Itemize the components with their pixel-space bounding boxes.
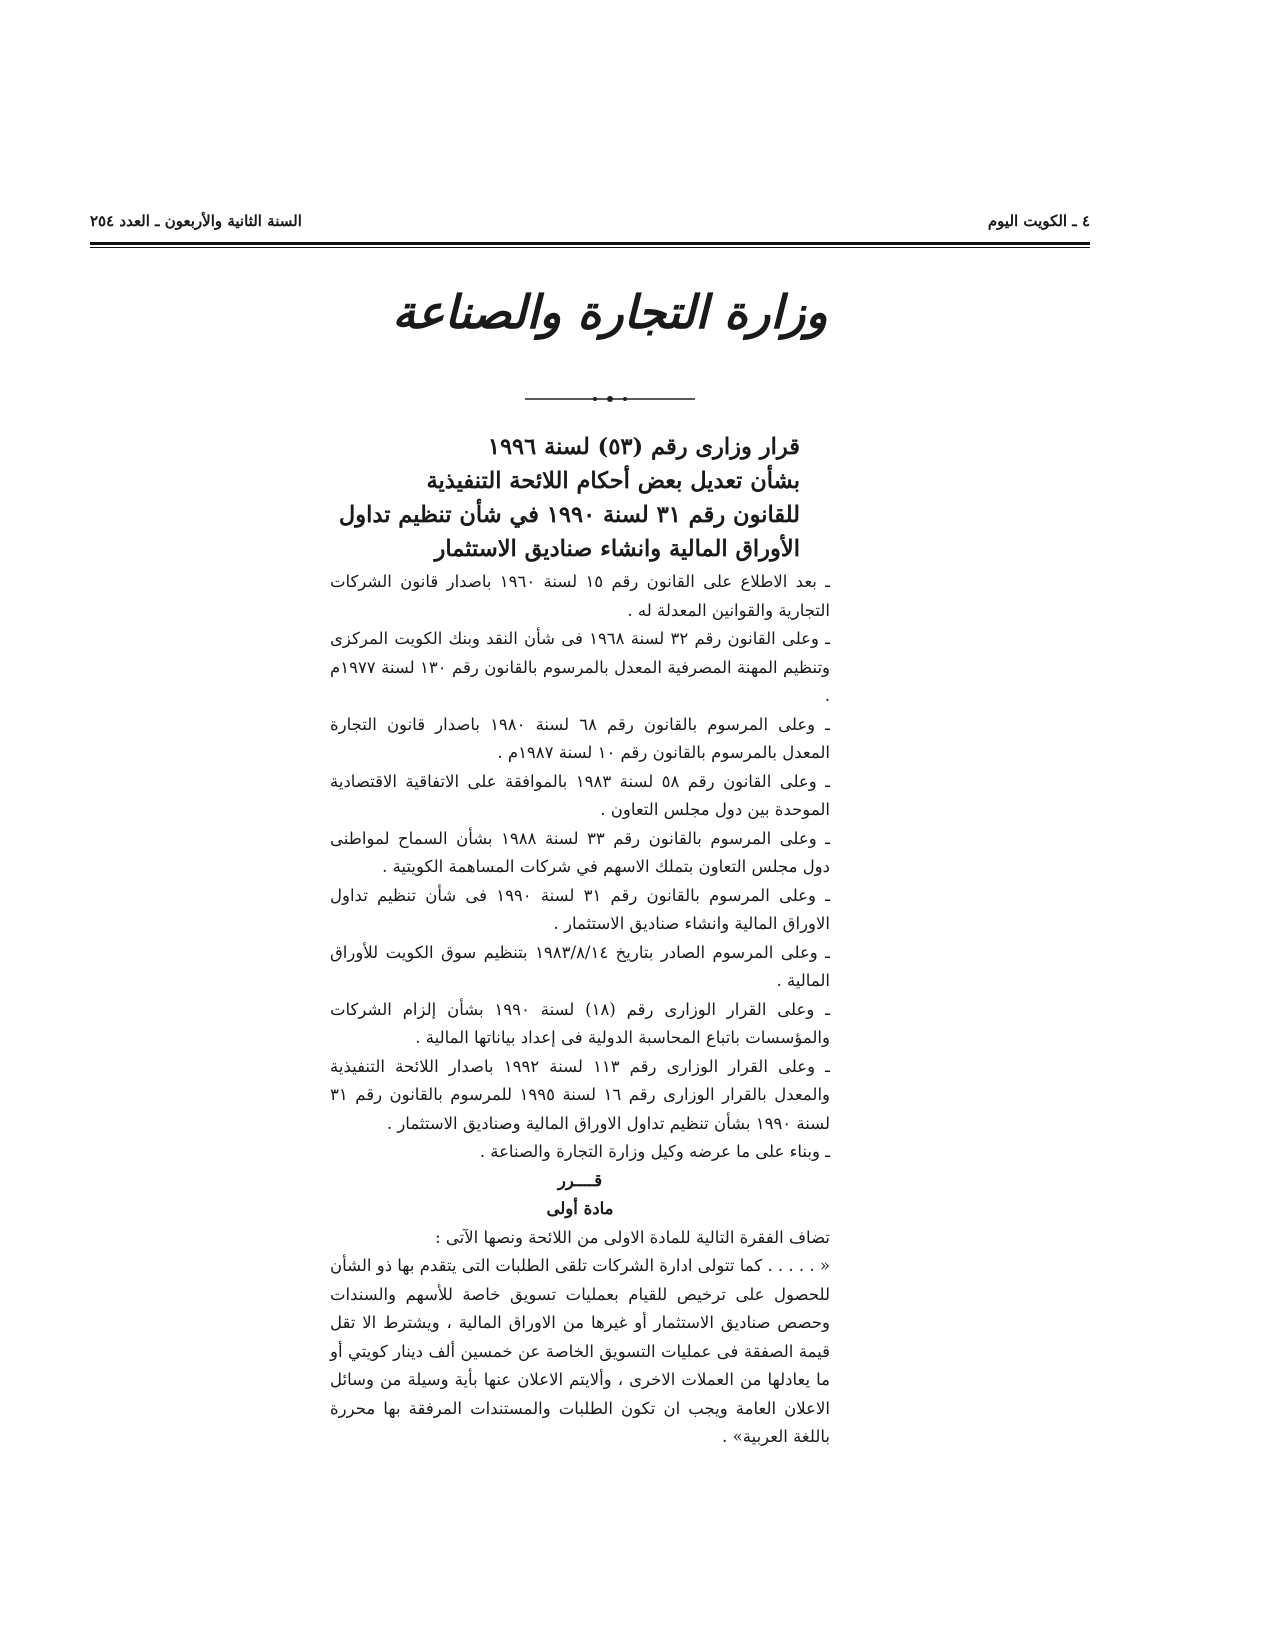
- header-rule-thin: [90, 247, 1090, 248]
- article-text: « . . . . . كما تتولى ادارة الشركات تلقى الطلبات التى يتقدم بها ذو الشأن للحصول على ترخيص للقيام بعمليات تسويق خاصة للأسهم والسندات وحصص صناديق الاستثمار أو غيرها من الاوراق المالية ، ويشترط الا تقل قيمة الصفقة فى عمليات التسويق الخاصة عن خمسين ألف دينار كويتي أو ما يعادلها من العملات الاخرى ، وألايتم الاعلان عنها بأية وسيلة من وسائل الاعلان العامة ويجب ان تكون الطلبات والمستندات المرفقة بها محررة باللغة العربية» .: [330, 1256, 830, 1446]
- header-rule: [90, 242, 1090, 245]
- decided-heading: قــــرر: [557, 1170, 603, 1190]
- title-line: الأوراق المالية وانشاء صناديق الاستثمار: [434, 536, 800, 562]
- preamble-paragraph: ـ وعلى القانون رقم ٥٨ لسنة ١٩٨٣ بالموافقة على الاتفاقية الاقتصادية الموحدة بين دول مجلس التعاون .: [330, 771, 830, 819]
- ornament-divider: [525, 394, 695, 404]
- preamble-paragraph: ـ وعلى المرسوم بالقانون رقم ٦٨ لسنة ١٩٨٠ باصدار قانون التجارة المعدل بالمرسوم بالقانون رقم ١٠ لسنة ١٩٨٧م .: [330, 714, 831, 762]
- decree-body: [330, 568, 830, 1452]
- preamble-paragraph: ـ وعلى القانون رقم ٣٢ لسنة ١٩٦٨ فى شأن النقد وبنك الكويت المركزى وتنظيم المهنة المصرفية المعدل بالمرسوم بالقانون رقم ١٣٠ لسنة ١٩٧٧م .: [330, 629, 831, 705]
- ministry-name: وزارة التجارة والصناعة: [392, 285, 828, 339]
- title-line: قرار وزارى رقم (٥٣) لسنة ١٩٩٦: [487, 434, 800, 460]
- preamble-paragraph: ـ وبناء على ما عرضه وكيل وزارة التجارة والصناعة .: [479, 1142, 830, 1161]
- preamble-paragraph: ـ وعلى القرار الوزارى رقم ١١٣ لسنة ١٩٩٢ باصدار اللائحة التنفيذية والمعدل بالقرار الوزارى رقم ١٦ لسنة ١٩٩٥ للمرسوم بالقانون رقم ٣١ لسنة ١٩٩٠ بشأن تنظيم تداول الاوراق المالية وصناديق الاستثمار .: [330, 1056, 831, 1133]
- preamble-paragraph: ـ وعلى المرسوم بالقانون رقم ٣١ لسنة ١٩٩٠ فى شأن تنظيم تداول الاوراق المالية وانشاء صناديق الاستثمار .: [330, 885, 831, 933]
- preamble-paragraph: ـ وعلى المرسوم بالقانون رقم ٣٣ لسنة ١٩٨٨ بشأن السماح لمواطنى دول مجلس التعاون بتملك الاسهم في شركات المساهمة الكويتية .: [330, 828, 831, 876]
- preamble-paragraph: ـ وعلى المرسوم الصادر بتاريخ ١٩٨٣/٨/١٤ بتنظيم سوق الكويت للأوراق المالية .: [330, 942, 830, 990]
- article-intro: تضاف الفقرة التالية للمادة الاولى من اللائحة ونصها الآتى :: [435, 1227, 830, 1247]
- preamble-paragraph: ـ وعلى القرار الوزارى رقم (١٨) لسنة ١٩٩٠ بشأن إلزام الشركات والمؤسسات باتباع المحاسبة الدولية فى إعداد بياناتها المالية .: [330, 999, 831, 1047]
- decree-title: [330, 430, 800, 566]
- page-header: [90, 212, 1090, 238]
- title-line: بشأن تعديل بعض أحكام اللائحة التنفيذية: [426, 468, 800, 494]
- preamble-paragraph: ـ بعد الاطلاع على القانون رقم ١٥ لسنة ١٩٦٠ باصدار قانون الشركات التجارية والقوانين المعدلة له .: [330, 572, 831, 620]
- header-left: السنة الثانية والأربعون ـ العدد ٢٥٤: [90, 212, 302, 230]
- title-line: للقانون رقم ٣١ لسنة ١٩٩٠ في شأن تنظيم تداول: [338, 502, 800, 528]
- article-heading: مادة أولى: [546, 1199, 614, 1218]
- header-right: ٤ ـ الكويت اليوم: [987, 212, 1090, 230]
